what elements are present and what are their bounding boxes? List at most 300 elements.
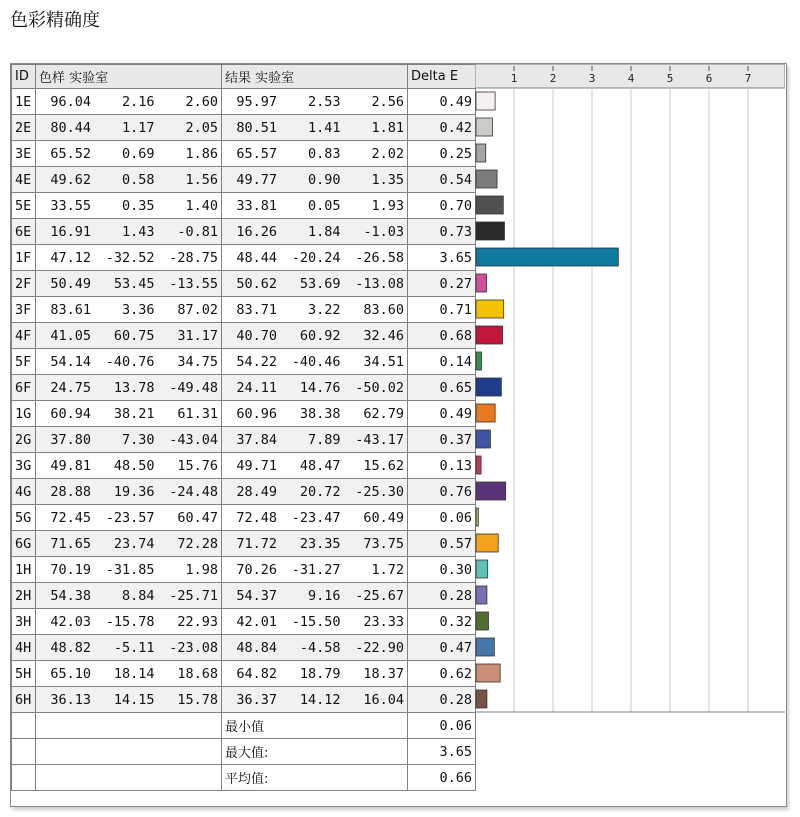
sample-l-value: 48.82 bbox=[50, 639, 91, 656]
result-lab-cell bbox=[222, 531, 408, 557]
summary-empty-cell bbox=[12, 739, 36, 765]
bar-1H bbox=[476, 560, 488, 578]
sample-lab-cell bbox=[36, 349, 222, 375]
result-lab-cell bbox=[222, 375, 408, 401]
result-b-value: -13.08 bbox=[355, 275, 404, 292]
summary-label: 最小值 bbox=[222, 713, 408, 739]
result-lab-values bbox=[225, 224, 404, 240]
delta-e-value: 0.42 bbox=[408, 115, 476, 141]
row-id: 6F bbox=[12, 375, 36, 401]
result-a-value: 0.83 bbox=[307, 145, 341, 162]
result-b-value: 62.79 bbox=[363, 405, 404, 422]
result-lab-values bbox=[225, 640, 404, 656]
result-l-value: 33.81 bbox=[236, 197, 277, 214]
sample-l-value: 16.91 bbox=[50, 223, 91, 240]
result-lab-cell bbox=[222, 687, 408, 713]
summary-empty-cell bbox=[36, 739, 222, 765]
row-id: 6E bbox=[12, 219, 36, 245]
result-lab-cell bbox=[222, 635, 408, 661]
bar-5F bbox=[476, 352, 481, 370]
result-b-value: 1.35 bbox=[371, 171, 404, 188]
bar-1G bbox=[476, 404, 495, 422]
result-lab-values bbox=[225, 302, 404, 318]
result-b-value: 1.81 bbox=[371, 119, 404, 136]
delta-e-value: 0.28 bbox=[408, 583, 476, 609]
result-l-value: 80.51 bbox=[236, 119, 277, 136]
result-l-value: 50.62 bbox=[236, 275, 277, 292]
sample-lab-cell bbox=[36, 401, 222, 427]
result-lab-cell bbox=[222, 505, 408, 531]
summary-empty-cell bbox=[12, 765, 36, 791]
result-lab-values bbox=[225, 484, 404, 500]
sample-a-value: 53.45 bbox=[113, 275, 155, 292]
result-l-value: 83.71 bbox=[236, 301, 277, 318]
summary-row bbox=[12, 739, 476, 765]
result-l-value: 95.97 bbox=[236, 93, 277, 110]
x-tick-label: 6 bbox=[705, 72, 713, 85]
sample-l-value: 41.05 bbox=[50, 327, 91, 344]
bar-6F bbox=[476, 378, 501, 396]
sample-l-value: 70.19 bbox=[50, 561, 91, 578]
result-a-value: 0.90 bbox=[307, 171, 341, 188]
sample-a-value: -31.85 bbox=[105, 561, 155, 578]
sample-lab-values bbox=[39, 666, 218, 682]
result-lab-cell bbox=[222, 557, 408, 583]
result-lab-cell bbox=[222, 193, 408, 219]
result-lab-cell bbox=[222, 427, 408, 453]
result-lab-cell bbox=[222, 141, 408, 167]
color-accuracy-table bbox=[11, 64, 476, 791]
result-a-value: 23.35 bbox=[299, 535, 341, 552]
sample-a-value: 13.78 bbox=[113, 379, 155, 396]
sample-lab-cell bbox=[36, 635, 222, 661]
x-tick-label: 3 bbox=[588, 72, 596, 85]
result-b-value: 83.60 bbox=[363, 301, 404, 318]
bar-2G bbox=[476, 430, 490, 448]
bar-3F bbox=[476, 300, 504, 318]
result-l-value: 42.01 bbox=[236, 613, 277, 630]
row-id: 3H bbox=[12, 609, 36, 635]
result-lab-values bbox=[225, 458, 404, 474]
delta-e-value: 3.65 bbox=[408, 245, 476, 271]
sample-lab-values bbox=[39, 510, 218, 526]
summary-value: 0.06 bbox=[408, 713, 476, 739]
sample-a-value: 0.35 bbox=[121, 197, 155, 214]
sample-lab-values bbox=[39, 692, 218, 708]
result-l-value: 36.37 bbox=[236, 691, 277, 708]
summary-label: 最大值: bbox=[222, 739, 408, 765]
result-b-value: 1.93 bbox=[371, 197, 404, 214]
sample-a-value: 48.50 bbox=[113, 457, 155, 474]
delta-e-value: 0.28 bbox=[408, 687, 476, 713]
sample-b-value: 60.47 bbox=[177, 509, 218, 526]
page-title: 色彩精确度 bbox=[10, 10, 100, 31]
result-lab-values bbox=[225, 120, 404, 136]
result-a-value: 48.47 bbox=[299, 457, 341, 474]
table-row bbox=[12, 427, 476, 453]
sample-l-value: 96.04 bbox=[50, 93, 91, 110]
x-tick-label: 4 bbox=[627, 72, 635, 85]
sample-lab-values bbox=[39, 146, 218, 162]
sample-lab-cell bbox=[36, 115, 222, 141]
sample-l-value: 54.38 bbox=[50, 587, 91, 604]
table-row bbox=[12, 687, 476, 713]
sample-lab-values bbox=[39, 224, 218, 240]
sample-lab-cell bbox=[36, 219, 222, 245]
sample-l-value: 72.45 bbox=[50, 509, 91, 526]
sample-l-value: 65.10 bbox=[50, 665, 91, 682]
sample-b-value: 22.93 bbox=[177, 613, 218, 630]
result-a-value: -23.47 bbox=[291, 509, 341, 526]
row-id: 1E bbox=[12, 89, 36, 115]
result-b-value: -25.67 bbox=[355, 587, 404, 604]
result-lab-cell bbox=[222, 401, 408, 427]
table-row bbox=[12, 167, 476, 193]
row-id: 5F bbox=[12, 349, 36, 375]
sample-l-value: 50.49 bbox=[50, 275, 91, 292]
result-b-value: 1.72 bbox=[371, 561, 404, 578]
row-id: 5H bbox=[12, 661, 36, 687]
sample-lab-values bbox=[39, 432, 218, 448]
delta-e-value: 0.71 bbox=[408, 297, 476, 323]
summary-empty-cell bbox=[12, 713, 36, 739]
sample-a-value: -23.57 bbox=[105, 509, 155, 526]
table-row bbox=[12, 401, 476, 427]
result-b-value: 60.49 bbox=[363, 509, 404, 526]
table-row bbox=[12, 453, 476, 479]
result-l-value: 70.26 bbox=[236, 561, 277, 578]
result-a-value: 9.16 bbox=[307, 587, 341, 604]
delta-e-value: 0.30 bbox=[408, 557, 476, 583]
result-lab-values bbox=[225, 406, 404, 422]
sample-a-value: -40.76 bbox=[105, 353, 155, 370]
table-row bbox=[12, 375, 476, 401]
sample-a-value: 23.74 bbox=[113, 535, 155, 552]
sample-lab-cell bbox=[36, 141, 222, 167]
sample-b-value: -25.71 bbox=[169, 587, 218, 604]
sample-lab-values bbox=[39, 302, 218, 318]
result-l-value: 24.11 bbox=[236, 379, 277, 396]
result-lab-cell bbox=[222, 245, 408, 271]
delta-e-value: 0.65 bbox=[408, 375, 476, 401]
sample-lab-values bbox=[39, 640, 218, 656]
sample-b-value: 2.60 bbox=[185, 93, 218, 110]
sample-a-value: 0.58 bbox=[121, 171, 155, 188]
header-id: ID bbox=[12, 65, 36, 89]
bar-6E bbox=[476, 222, 504, 240]
sample-b-value: 15.76 bbox=[177, 457, 218, 474]
result-a-value: 14.12 bbox=[299, 691, 341, 708]
sample-lab-cell bbox=[36, 531, 222, 557]
sample-b-value: -28.75 bbox=[169, 249, 218, 266]
bar-3H bbox=[476, 612, 488, 630]
row-id: 2E bbox=[12, 115, 36, 141]
row-id: 1H bbox=[12, 557, 36, 583]
color-accuracy-panel bbox=[10, 63, 787, 807]
bar-5E bbox=[476, 196, 503, 214]
result-b-value: 16.04 bbox=[363, 691, 404, 708]
sample-lab-cell bbox=[36, 687, 222, 713]
result-a-value: 20.72 bbox=[299, 483, 341, 500]
result-l-value: 37.84 bbox=[236, 431, 277, 448]
result-a-value: 2.53 bbox=[307, 93, 341, 110]
delta-e-value: 0.49 bbox=[408, 401, 476, 427]
x-tick-label: 2 bbox=[549, 72, 557, 85]
table-row bbox=[12, 531, 476, 557]
result-l-value: 48.84 bbox=[236, 639, 277, 656]
result-a-value: -31.27 bbox=[291, 561, 341, 578]
bar-4F bbox=[476, 326, 503, 344]
sample-l-value: 49.81 bbox=[50, 457, 91, 474]
sample-b-value: 31.17 bbox=[177, 327, 218, 344]
row-id: 4E bbox=[12, 167, 36, 193]
result-lab-cell bbox=[222, 89, 408, 115]
row-id: 6G bbox=[12, 531, 36, 557]
result-a-value: 1.41 bbox=[307, 119, 341, 136]
result-a-value: -40.46 bbox=[291, 353, 341, 370]
result-lab-cell bbox=[222, 453, 408, 479]
sample-l-value: 54.14 bbox=[50, 353, 91, 370]
table-row bbox=[12, 193, 476, 219]
result-lab-cell bbox=[222, 479, 408, 505]
table-row bbox=[12, 635, 476, 661]
table-row bbox=[12, 141, 476, 167]
sample-b-value: -43.04 bbox=[169, 431, 218, 448]
row-id: 4H bbox=[12, 635, 36, 661]
result-lab-cell bbox=[222, 219, 408, 245]
table-row bbox=[12, 245, 476, 271]
result-b-value: 2.02 bbox=[371, 145, 404, 162]
result-lab-values bbox=[225, 510, 404, 526]
result-a-value: -15.50 bbox=[291, 613, 341, 630]
row-id: 5E bbox=[12, 193, 36, 219]
result-b-value: 18.37 bbox=[363, 665, 404, 682]
sample-b-value: -49.48 bbox=[169, 379, 218, 396]
bar-5G bbox=[476, 508, 478, 526]
result-b-value: 15.62 bbox=[363, 457, 404, 474]
sample-lab-cell bbox=[36, 271, 222, 297]
bar-2F bbox=[476, 274, 487, 292]
sample-lab-cell bbox=[36, 193, 222, 219]
delta-e-value: 0.47 bbox=[408, 635, 476, 661]
sample-lab-values bbox=[39, 328, 218, 344]
summary-label: 平均值: bbox=[222, 765, 408, 791]
result-b-value: -26.58 bbox=[355, 249, 404, 266]
sample-a-value: 3.36 bbox=[121, 301, 155, 318]
sample-lab-values bbox=[39, 614, 218, 630]
sample-b-value: 61.31 bbox=[177, 405, 218, 422]
row-id: 3E bbox=[12, 141, 36, 167]
header-delta-e: Delta E bbox=[408, 65, 476, 89]
sample-l-value: 24.75 bbox=[50, 379, 91, 396]
sample-lab-values bbox=[39, 250, 218, 266]
sample-lab-values bbox=[39, 536, 218, 552]
result-lab-cell bbox=[222, 349, 408, 375]
result-b-value: 2.56 bbox=[371, 93, 404, 110]
sample-lab-cell bbox=[36, 167, 222, 193]
sample-a-value: 8.84 bbox=[121, 587, 155, 604]
sample-lab-cell bbox=[36, 453, 222, 479]
result-lab-cell bbox=[222, 661, 408, 687]
sample-a-value: 38.21 bbox=[113, 405, 155, 422]
result-l-value: 28.49 bbox=[236, 483, 277, 500]
result-lab-cell bbox=[222, 323, 408, 349]
summary-empty-cell bbox=[36, 765, 222, 791]
result-lab-values bbox=[225, 172, 404, 188]
sample-lab-cell bbox=[36, 661, 222, 687]
result-a-value: 7.89 bbox=[307, 431, 341, 448]
delta-e-value: 0.25 bbox=[408, 141, 476, 167]
result-lab-cell bbox=[222, 271, 408, 297]
row-id: 2F bbox=[12, 271, 36, 297]
result-lab-values bbox=[225, 328, 404, 344]
bar-1F bbox=[476, 248, 618, 266]
sample-lab-values bbox=[39, 380, 218, 396]
bar-4H bbox=[476, 638, 494, 656]
sample-lab-values bbox=[39, 588, 218, 604]
result-l-value: 64.82 bbox=[236, 665, 277, 682]
sample-lab-values bbox=[39, 354, 218, 370]
row-id: 1F bbox=[12, 245, 36, 271]
result-b-value: 23.33 bbox=[363, 613, 404, 630]
delta-e-value: 0.62 bbox=[408, 661, 476, 687]
x-tick-label: 7 bbox=[744, 72, 752, 85]
sample-b-value: 18.68 bbox=[177, 665, 218, 682]
delta-e-value: 0.70 bbox=[408, 193, 476, 219]
row-id: 3F bbox=[12, 297, 36, 323]
result-lab-cell bbox=[222, 297, 408, 323]
sample-b-value: -24.48 bbox=[169, 483, 218, 500]
result-lab-values bbox=[225, 198, 404, 214]
result-a-value: 38.38 bbox=[299, 405, 341, 422]
sample-lab-cell bbox=[36, 375, 222, 401]
result-l-value: 49.71 bbox=[236, 457, 277, 474]
row-id: 6H bbox=[12, 687, 36, 713]
sample-b-value: 87.02 bbox=[177, 301, 218, 318]
row-id: 3G bbox=[12, 453, 36, 479]
sample-lab-values bbox=[39, 172, 218, 188]
sample-lab-values bbox=[39, 562, 218, 578]
x-tick-label: 1 bbox=[510, 72, 518, 85]
bar-3G bbox=[476, 456, 481, 474]
result-lab-values bbox=[225, 666, 404, 682]
result-l-value: 71.72 bbox=[236, 535, 277, 552]
sample-lab-cell bbox=[36, 583, 222, 609]
bar-4G bbox=[476, 482, 506, 500]
result-lab-cell bbox=[222, 115, 408, 141]
result-b-value: -25.30 bbox=[355, 483, 404, 500]
bar-3E bbox=[476, 144, 486, 162]
sample-l-value: 71.65 bbox=[50, 535, 91, 552]
sample-b-value: -23.08 bbox=[169, 639, 218, 656]
sample-l-value: 60.94 bbox=[50, 405, 91, 422]
result-l-value: 48.44 bbox=[236, 249, 277, 266]
result-b-value: -50.02 bbox=[355, 379, 404, 396]
result-lab-values bbox=[225, 276, 404, 292]
result-lab-cell bbox=[222, 167, 408, 193]
sample-b-value: 2.05 bbox=[185, 119, 218, 136]
header-sample-lab: 色样 实验室 bbox=[36, 65, 222, 89]
sample-lab-cell bbox=[36, 479, 222, 505]
sample-b-value: -0.81 bbox=[177, 223, 218, 240]
sample-b-value: 1.98 bbox=[185, 561, 218, 578]
row-id: 4F bbox=[12, 323, 36, 349]
summary-empty-cell bbox=[36, 713, 222, 739]
bar-5H bbox=[476, 664, 500, 682]
summary-row bbox=[12, 713, 476, 739]
sample-lab-values bbox=[39, 406, 218, 422]
result-lab-values bbox=[225, 380, 404, 396]
result-b-value: -22.90 bbox=[355, 639, 404, 656]
sample-l-value: 65.52 bbox=[50, 145, 91, 162]
result-a-value: 60.92 bbox=[299, 327, 341, 344]
sample-lab-cell bbox=[36, 557, 222, 583]
result-lab-values bbox=[225, 250, 404, 266]
table-row bbox=[12, 89, 476, 115]
bar-4E bbox=[476, 170, 497, 188]
result-l-value: 49.77 bbox=[236, 171, 277, 188]
result-l-value: 16.26 bbox=[236, 223, 277, 240]
sample-lab-cell bbox=[36, 505, 222, 531]
delta-e-value: 0.49 bbox=[408, 89, 476, 115]
sample-lab-cell bbox=[36, 323, 222, 349]
delta-e-value: 0.32 bbox=[408, 609, 476, 635]
table-row bbox=[12, 323, 476, 349]
sample-b-value: 1.56 bbox=[185, 171, 218, 188]
sample-l-value: 28.88 bbox=[50, 483, 91, 500]
result-a-value: 18.79 bbox=[299, 665, 341, 682]
x-tick-label: 5 bbox=[666, 72, 674, 85]
result-a-value: -20.24 bbox=[291, 249, 341, 266]
sample-lab-values bbox=[39, 458, 218, 474]
table-row bbox=[12, 115, 476, 141]
sample-l-value: 37.80 bbox=[50, 431, 91, 448]
sample-lab-values bbox=[39, 94, 218, 110]
result-lab-values bbox=[225, 354, 404, 370]
row-id: 4G bbox=[12, 479, 36, 505]
result-lab-values bbox=[225, 146, 404, 162]
sample-lab-values bbox=[39, 276, 218, 292]
bar-2E bbox=[476, 118, 492, 136]
sample-lab-values bbox=[39, 198, 218, 214]
delta-e-value: 0.73 bbox=[408, 219, 476, 245]
result-a-value: 53.69 bbox=[299, 275, 341, 292]
result-lab-values bbox=[225, 94, 404, 110]
summary-value: 0.66 bbox=[408, 765, 476, 791]
result-lab-values bbox=[225, 432, 404, 448]
summary-body bbox=[12, 713, 476, 791]
row-id: 5G bbox=[12, 505, 36, 531]
sample-a-value: -5.11 bbox=[113, 639, 155, 656]
sample-l-value: 47.12 bbox=[50, 249, 91, 266]
delta-e-value: 0.37 bbox=[408, 427, 476, 453]
sample-lab-cell bbox=[36, 609, 222, 635]
sample-lab-cell bbox=[36, 89, 222, 115]
result-lab-cell bbox=[222, 609, 408, 635]
sample-a-value: 7.30 bbox=[121, 431, 155, 448]
sample-b-value: 1.86 bbox=[185, 145, 218, 162]
sample-a-value: 1.43 bbox=[121, 223, 155, 240]
table-row bbox=[12, 271, 476, 297]
delta-e-value: 0.27 bbox=[408, 271, 476, 297]
result-lab-values bbox=[225, 692, 404, 708]
result-lab-values bbox=[225, 562, 404, 578]
result-b-value: 73.75 bbox=[363, 535, 404, 552]
sample-lab-cell bbox=[36, 427, 222, 453]
result-a-value: 0.05 bbox=[307, 197, 341, 214]
table-row bbox=[12, 297, 476, 323]
sample-b-value: 1.40 bbox=[185, 197, 218, 214]
